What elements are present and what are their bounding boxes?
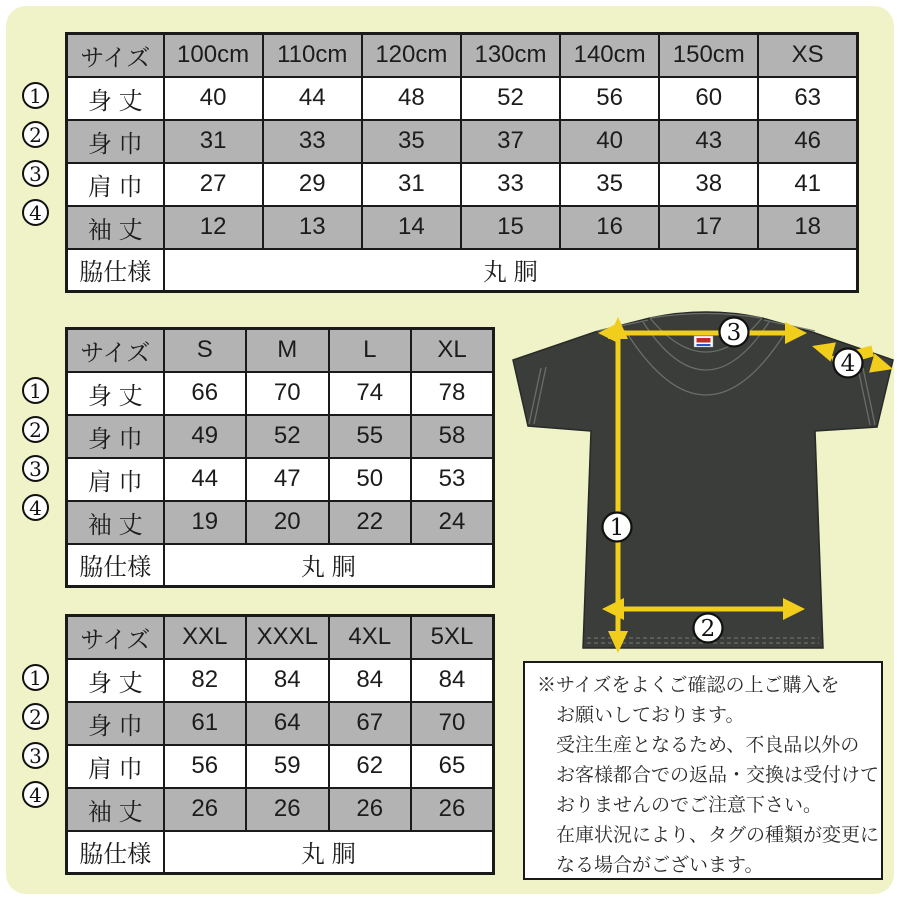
- row-marker-column-kids: [22, 82, 49, 226]
- diagram-marker-4-label: 4: [840, 351, 856, 377]
- measure-value: 37: [461, 120, 560, 163]
- row-marker-4: 4: [22, 494, 49, 521]
- row-marker-column-big: [22, 664, 49, 808]
- diagram-marker-3: [720, 318, 749, 347]
- size-corner-header: サイズ: [67, 616, 164, 659]
- measure-value: 67: [329, 702, 412, 745]
- size-table-kids: [65, 32, 859, 293]
- row-marker-2: 2: [22, 121, 49, 148]
- measure-value: 33: [263, 120, 362, 163]
- size-column-header: 130cm: [461, 34, 560, 77]
- size-column-header: M: [246, 329, 329, 372]
- size-corner-header: サイズ: [67, 329, 164, 372]
- measure-value: 26: [411, 788, 494, 831]
- measure-value: 61: [164, 702, 247, 745]
- size-table: [65, 32, 859, 293]
- note-line: なる場合がございます。: [556, 855, 764, 876]
- measure-value: 74: [329, 372, 412, 415]
- size-column-header: XXXL: [246, 616, 329, 659]
- measure-value: 64: [246, 702, 329, 745]
- size-column-header: 140cm: [560, 34, 659, 77]
- measure-value: 56: [560, 77, 659, 120]
- measure-value: 24: [411, 501, 494, 544]
- note-line: お客様都合での返品・交換は受付けて: [556, 765, 880, 786]
- measure-value: 38: [659, 163, 758, 206]
- measure-value: 84: [329, 659, 412, 702]
- size-column-header: 110cm: [263, 34, 362, 77]
- purchase-notes-box: [523, 661, 883, 880]
- note-line: 在庫状況により、タグの種類が変更に: [556, 825, 880, 846]
- measure-value: 43: [659, 120, 758, 163]
- row-marker-1: 1: [22, 664, 49, 691]
- size-column-header: 4XL: [329, 616, 412, 659]
- row-marker-4: 4: [22, 781, 49, 808]
- measure-value: 84: [411, 659, 494, 702]
- measure-value: 48: [362, 77, 461, 120]
- measure-value: 52: [461, 77, 560, 120]
- measure-value: 20: [246, 501, 329, 544]
- measure-value: 60: [659, 77, 758, 120]
- measure-value: 53: [411, 458, 494, 501]
- spec-value: 丸 胴: [164, 831, 494, 874]
- measure-value: 70: [246, 372, 329, 415]
- size-column-header: 5XL: [411, 616, 494, 659]
- measure-value: 59: [246, 745, 329, 788]
- diagram-marker-4: [834, 349, 863, 378]
- row-marker-3: 3: [22, 160, 49, 187]
- measure-label: 肩 巾: [67, 163, 164, 206]
- row-marker-column-adult: [22, 377, 49, 521]
- measure-label: 肩 巾: [67, 458, 164, 501]
- measure-value: 26: [246, 788, 329, 831]
- measure-label: 身 巾: [67, 702, 164, 745]
- measure-value: 17: [659, 206, 758, 249]
- diagram-marker-1: [603, 513, 632, 542]
- note-line: ※サイズをよくご確認の上ご購入を: [537, 675, 840, 696]
- note-line: お願いしております。: [556, 705, 745, 726]
- measure-label: 肩 巾: [67, 745, 164, 788]
- measure-value: 40: [560, 120, 659, 163]
- measure-value: 14: [362, 206, 461, 249]
- measure-value: 26: [164, 788, 247, 831]
- size-column-header: 120cm: [362, 34, 461, 77]
- size-column-header: XL: [411, 329, 494, 372]
- size-column-header: 100cm: [164, 34, 263, 77]
- row-marker-4: 4: [22, 199, 49, 226]
- measure-value: 82: [164, 659, 247, 702]
- size-table-adult: [65, 327, 495, 588]
- brand-tag: [694, 336, 713, 347]
- size-column-header: S: [164, 329, 247, 372]
- size-table: [65, 327, 495, 588]
- size-column-header: XXL: [164, 616, 247, 659]
- spec-value: 丸 胴: [164, 249, 858, 292]
- measure-value: 84: [246, 659, 329, 702]
- size-table-big: [65, 614, 495, 875]
- measure-value: 66: [164, 372, 247, 415]
- measure-value: 50: [329, 458, 412, 501]
- measure-value: 31: [164, 120, 263, 163]
- measure-value: 19: [164, 501, 247, 544]
- measure-value: 33: [461, 163, 560, 206]
- measure-value: 78: [411, 372, 494, 415]
- size-column-header: L: [329, 329, 412, 372]
- measure-value: 55: [329, 415, 412, 458]
- measure-value: 47: [246, 458, 329, 501]
- measure-value: 56: [164, 745, 247, 788]
- measure-value: 15: [461, 206, 560, 249]
- measure-value: 63: [758, 77, 857, 120]
- spec-value: 丸 胴: [164, 544, 494, 587]
- size-corner-header: サイズ: [67, 34, 164, 77]
- size-table: [65, 614, 495, 875]
- measure-label: 身 丈: [67, 659, 164, 702]
- tshirt-measurement-diagram: [505, 303, 900, 665]
- spec-label: 脇仕様: [67, 249, 164, 292]
- measure-value: 46: [758, 120, 857, 163]
- measure-value: 44: [164, 458, 247, 501]
- measure-value: 40: [164, 77, 263, 120]
- measure-value: 27: [164, 163, 263, 206]
- measure-label: 身 巾: [67, 120, 164, 163]
- measure-value: 16: [560, 206, 659, 249]
- diagram-marker-1-label: 1: [609, 515, 625, 541]
- measure-value: 58: [411, 415, 494, 458]
- measure-value: 35: [560, 163, 659, 206]
- measure-value: 62: [329, 745, 412, 788]
- measure-label: 身 丈: [67, 77, 164, 120]
- measure-value: 52: [246, 415, 329, 458]
- row-marker-2: 2: [22, 703, 49, 730]
- measure-value: 13: [263, 206, 362, 249]
- note-line: 受注生産となるため、不良品以外の: [556, 735, 860, 756]
- measure-value: 18: [758, 206, 857, 249]
- measure-value: 22: [329, 501, 412, 544]
- size-column-header: XS: [758, 34, 857, 77]
- diagram-marker-2-label: 2: [700, 616, 716, 642]
- measure-value: 35: [362, 120, 461, 163]
- diagram-marker-3-label: 3: [726, 320, 742, 346]
- row-marker-3: 3: [22, 742, 49, 769]
- measure-value: 29: [263, 163, 362, 206]
- measure-value: 41: [758, 163, 857, 206]
- measure-value: 31: [362, 163, 461, 206]
- measure-label: 袖 丈: [67, 788, 164, 831]
- size-column-header: 150cm: [659, 34, 758, 77]
- spec-label: 脇仕様: [67, 544, 164, 587]
- measure-value: 70: [411, 702, 494, 745]
- measure-value: 44: [263, 77, 362, 120]
- spec-label: 脇仕様: [67, 831, 164, 874]
- diagram-marker-2: [694, 614, 723, 643]
- row-marker-1: 1: [22, 82, 49, 109]
- row-marker-1: 1: [22, 377, 49, 404]
- note-line: おりませんのでご注意下さい。: [556, 795, 823, 816]
- measure-label: 袖 丈: [67, 501, 164, 544]
- measure-value: 12: [164, 206, 263, 249]
- row-marker-3: 3: [22, 455, 49, 482]
- measure-value: 49: [164, 415, 247, 458]
- measure-label: 身 巾: [67, 415, 164, 458]
- measure-value: 26: [329, 788, 412, 831]
- row-marker-2: 2: [22, 416, 49, 443]
- measure-value: 65: [411, 745, 494, 788]
- measure-label: 袖 丈: [67, 206, 164, 249]
- measure-label: 身 丈: [67, 372, 164, 415]
